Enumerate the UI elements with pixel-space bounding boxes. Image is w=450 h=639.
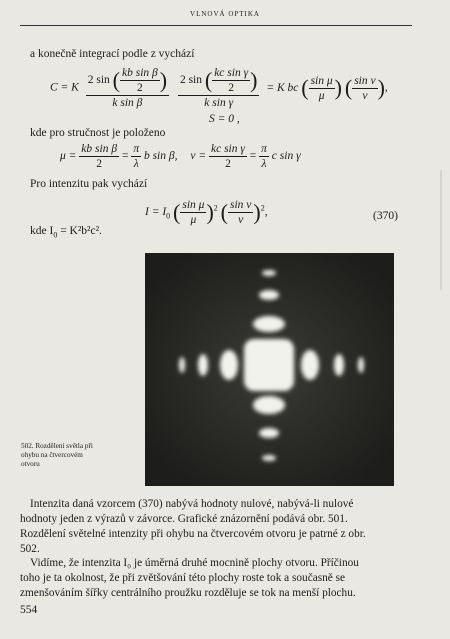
- pro-line: Pro intenzitu pak vychází: [30, 178, 148, 190]
- equation-C: C = K 2 sin ( $\frac{\text{kb sin β}}{2}$ ) k sin β 2 sin ( $\frac{\text{kc sin γ}}{2}$ ) k sin γ = K bc ( $\frac{\text{sin μ}}{\mu}$ ) ( $\frac{\text{sin ν}}{\nu}$ ),: [50, 67, 388, 109]
- paragraph-2: Vidíme, že intenzita I₀ je úměrná druhé mocnině plochy otvoru. Příčinou toho je ta okolnost, že při zvětšování této plochy roste tok a současně se zmenšováním šířky centrálního proužku rozděluje se tok na menší plochu.: [20, 557, 359, 599]
- eq-c-frac1: 2 sin ( $\frac{\text{kb sin β}}{2}$ ) k sin β: [87, 67, 168, 109]
- header-rule: [20, 25, 412, 26]
- diffraction-photo: [145, 253, 394, 486]
- I0-line: kde $I_0 = K^2b^2c^2$.: [30, 225, 102, 240]
- figure-caption: 502. Rozdělení světla při ohybu na čtvercovém otvoru: [21, 442, 93, 468]
- page-number: 554: [20, 604, 38, 616]
- eq-c-rhs: = K bc: [266, 81, 299, 94]
- equation-number: (370): [373, 210, 398, 222]
- intro-line: a konečně integrací podle z vychází: [30, 48, 195, 60]
- equation-S: S = 0 ,: [209, 113, 240, 125]
- diffraction-pattern-image: [145, 253, 394, 486]
- running-head: VLNOVÁ OPTIKA: [190, 10, 260, 18]
- eq-c-lhs: C = K: [50, 81, 79, 94]
- paragraph-1: Intenzita daná vzorcem (370) nabývá hodnoty nulové, nabývá-li nulové hodnoty jeden z výrazů v závorce. Grafické znázornění podává obr. 501. Rozdělení světelné intenzity při ohybu na čtvercovém otvoru je patrné z obr. 502.: [20, 498, 366, 555]
- eq-c-frac2: 2 sin ( $\frac{\text{kc sin γ}}{2}$ ) k sin γ: [179, 67, 258, 109]
- binding-shadow: [440, 170, 442, 290]
- kde-line: kde pro stručnost je položeno: [30, 127, 166, 139]
- equation-I: $I = I_0$ ( $\frac{\text{sin μ}}{\mu}$ )$^2$ ( $\frac{\text{sin ν}}{\nu}$ )$^2$,: [145, 199, 268, 226]
- equation-mu-nu: μ = $\frac{\text{kb sin β}}{2}$ = $\frac{\pi}{\lambda}$ b sin β, ν = $\frac{\text{kc sin γ}}{2}$ = $\frac{\pi}{\lambda}$ c sin γ: [60, 143, 301, 170]
